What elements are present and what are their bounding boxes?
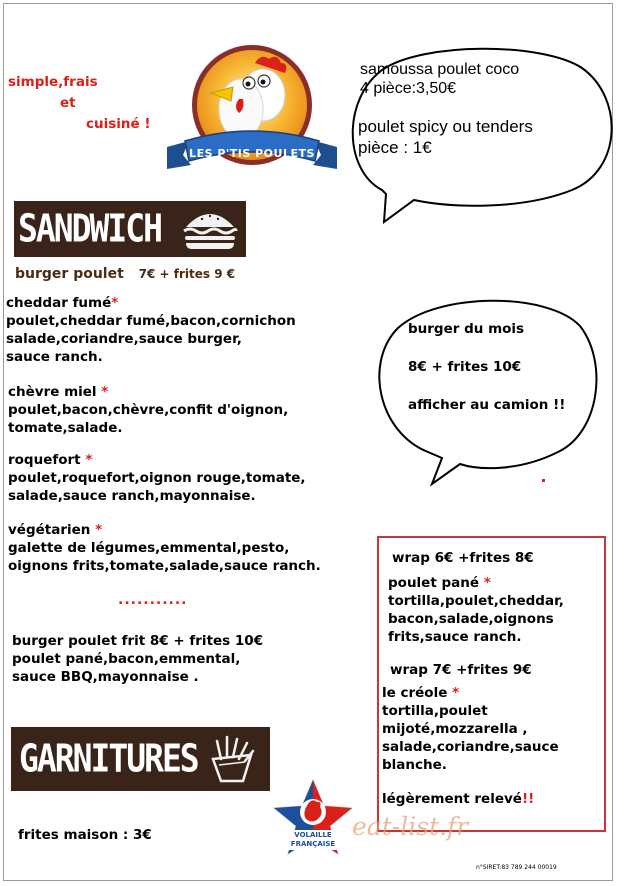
burger-frit-title: burger poulet frit 8€ + frites 10€ bbox=[12, 633, 264, 649]
wrap-2-desc-line: blanche. bbox=[382, 757, 447, 773]
bubble-top-line-4: pièce : 1€ bbox=[358, 138, 432, 157]
logo-text: LES P'TIS POULETS bbox=[189, 147, 315, 160]
star-mark: * bbox=[483, 575, 491, 591]
bubble-middle-line-2: 8€ + frites 10€ bbox=[408, 359, 522, 375]
sandwich-banner-label: SANDWICH bbox=[18, 206, 161, 251]
item-desc-line: poulet,cheddar fumé,bacon,cornichon bbox=[6, 313, 296, 329]
burger-poulet-price: 7€ + frites 9 € bbox=[138, 267, 236, 281]
wrap-1-desc-line: tortilla,poulet,cheddar, bbox=[388, 593, 564, 609]
wrap-2 bbox=[390, 661, 532, 679]
volaille-francaise-logo bbox=[272, 778, 354, 858]
wrap-2-details bbox=[382, 684, 559, 774]
volaille-line-2: FRANÇAISE bbox=[290, 840, 336, 848]
siret-number: n°SIRET:83 789 244 00019 bbox=[476, 864, 557, 871]
item-name: cheddar fumé bbox=[6, 295, 112, 311]
wrap-1-desc-line: bacon,salade,oignons bbox=[388, 611, 554, 627]
star-mark: * bbox=[95, 522, 103, 538]
item-desc-line: oignons frits,tomate,salade,sauce ranch. bbox=[8, 558, 321, 574]
item-desc-line: poulet,bacon,chèvre,confit d'oignon, bbox=[8, 402, 289, 418]
tagline-line-3: cuisiné ! bbox=[86, 116, 151, 132]
item-chevre-miel bbox=[8, 383, 288, 437]
burger-icon bbox=[180, 207, 240, 251]
garnitures-banner bbox=[11, 727, 270, 791]
star-mark: * bbox=[101, 384, 109, 400]
item-cheddar-fume bbox=[6, 294, 296, 366]
speech-bubble-middle bbox=[368, 292, 600, 492]
wrap-2-desc-line: salade,coriandre,sauce bbox=[382, 739, 559, 755]
item-name: chèvre miel bbox=[8, 384, 97, 400]
item-burger-poulet-frit bbox=[12, 632, 263, 686]
fries-icon bbox=[207, 733, 259, 785]
wrap-note-mark: !! bbox=[521, 791, 535, 807]
star-mark: * bbox=[452, 685, 460, 701]
item-name: végétarien bbox=[8, 522, 91, 538]
frites-maison: frites maison : 3€ bbox=[18, 827, 152, 843]
item-desc-line: galette de légumes,emmental,pesto, bbox=[8, 540, 290, 556]
tagline bbox=[8, 72, 168, 135]
wrap-1-desc-line: frits,sauce ranch. bbox=[388, 629, 522, 645]
bubble-middle-line-1: burger du mois bbox=[408, 321, 525, 337]
speech-bubble-top bbox=[342, 40, 622, 230]
les-ptis-poulets-logo bbox=[163, 43, 341, 183]
bubble-middle-line-3: afficher au camion !! bbox=[408, 397, 566, 413]
burger-poulet-name: burger poulet bbox=[15, 266, 124, 282]
bubble-top-line-3: poulet spicy ou tenders bbox=[358, 117, 533, 136]
bubble-top-line-1: samoussa poulet coco bbox=[360, 61, 520, 78]
item-vegetarien bbox=[8, 521, 321, 575]
burger-frit-desc-line: sauce BBQ,mayonnaise . bbox=[12, 669, 199, 685]
wrap-1-title: wrap 6€ +frites 8€ bbox=[392, 550, 534, 566]
dots-separator: ........... bbox=[118, 592, 188, 608]
item-roquefort bbox=[8, 451, 306, 505]
burger-poulet-line bbox=[15, 266, 235, 282]
wrap-note-text: légèrement relevé bbox=[382, 791, 522, 807]
item-desc-line: tomate,salade. bbox=[8, 420, 123, 436]
wrap-1-name: poulet pané bbox=[388, 575, 480, 591]
item-name: roquefort bbox=[8, 452, 81, 468]
wrap-1-details bbox=[388, 574, 564, 646]
wrap-2-name: le créole bbox=[382, 685, 448, 701]
wrap-2-desc-line: mijoté,mozzarella , bbox=[382, 721, 528, 737]
bubble-top-line-2: 4 pièce:3,50€ bbox=[360, 80, 457, 97]
item-desc-line: salade,sauce ranch,mayonnaise. bbox=[8, 488, 256, 504]
wrap-note bbox=[382, 790, 534, 808]
burger-frit-desc-line: poulet pané,bacon,emmental, bbox=[12, 651, 241, 667]
red-dot bbox=[542, 479, 545, 482]
item-desc-line: salade,coriandre,sauce burger, bbox=[6, 331, 242, 347]
star-mark: * bbox=[111, 295, 119, 311]
sandwich-banner bbox=[14, 201, 246, 257]
wrap-1 bbox=[392, 549, 534, 567]
eat-list-watermark: eat-list.fr bbox=[352, 812, 469, 841]
wrap-2-title: wrap 7€ +frites 9€ bbox=[390, 662, 532, 678]
wrap-2-desc-line: tortilla,poulet bbox=[382, 703, 488, 719]
item-desc-line: poulet,roquefort,oignon rouge,tomate, bbox=[8, 470, 306, 486]
tagline-line-1: simple,frais bbox=[8, 74, 98, 90]
item-desc-line: sauce ranch. bbox=[6, 349, 103, 365]
star-mark: * bbox=[85, 452, 93, 468]
tagline-line-2: et bbox=[60, 95, 76, 111]
volaille-line-1: VOLAILLE bbox=[294, 831, 332, 839]
garnitures-banner-label: GARNITURES bbox=[19, 736, 198, 781]
